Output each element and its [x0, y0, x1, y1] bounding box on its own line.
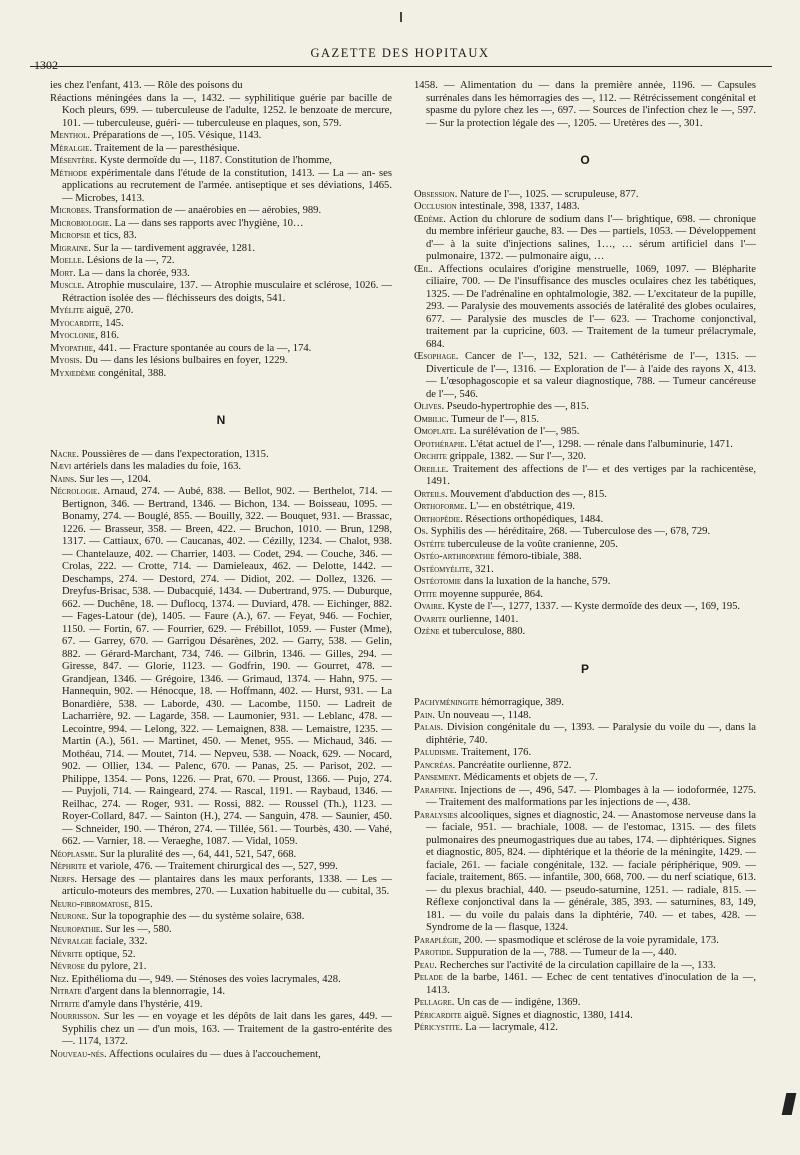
index-entry [414, 214, 756, 264]
section-letter-o: O [580, 153, 590, 167]
index-entry [50, 874, 392, 899]
entry-text: Division congénitale du —, 1393. — Paralysie du voile du —, dans la diphtérie, 740. [426, 722, 757, 746]
entry-heading: Névrose [50, 961, 85, 972]
entry-heading: Pansement. [414, 772, 461, 783]
entry-heading: Occlusion [414, 201, 457, 212]
index-entry [414, 760, 756, 773]
entry-heading: Nourrisson. [50, 1011, 100, 1022]
index-entry [414, 464, 756, 489]
index-entry [50, 949, 392, 962]
index-entry [50, 1049, 392, 1062]
index-entry [414, 576, 756, 589]
entry-text: L'— en obstétrique, 419. [469, 501, 575, 512]
index-entry [50, 355, 392, 368]
entry-heading: Ombilic. [414, 413, 449, 425]
entry-heading: Œsophage. [414, 351, 459, 362]
entry-heading: Myélite [50, 305, 84, 316]
index-entry [50, 255, 392, 268]
entry-text: Arnaud, 274. — Aubé, 838. — Bellot, 902. — Berthelot, 714. — Bertignon, 346. — Bertrand, 1346. — Bichon, 134. — Boisseau, 1095. — Bonamy, 274. — Bouglé, 855. — Bouilly, 322. — Bouquet, 931. — Brassac, 1226. — Brasseur, 358. — Breen, 422. — Bruchon, 1010. — Brun, 1298, 1317. — Cattiaux, 670. — Caucanas, 402. — Cézilly, 1234. — Chalot, 938. — Chantelauze, 402. — Charrier, 1403. — Codet, 294. — Couche, 346. — Crolas, 222. — Crotte, 714. — Damieleaux, 462. — Delotte, 1442. — Deschamps, 274. — Destord, 274. — Didiot, 202. — Dollez, 1326. — Dreyfus-Brisac, 538. — Dubacquié, 1434. — Dubertrand, 975. — Duburque, 662. — Duchêne, 18. — Duflocq, 1374. — Duviard, 478. — Eichinger, 882. — Fages-Latour (de), 1405. — Faure (A.), 67. — Feyat, 946. — Fochier, 1150. — Fortin, 67. — Fourrier, 629. — Frébillot, 1059. — Fuster (Mme), 67. — Garrey, 670. — Garrigou Désarènes, 202. — Garry, 538. — Gelin, 882. — Gérard-Marchant, 734, 746. — Gilbrin, 1346. — Gilles, 294. — Giresse, 847. — Glorie, 1123. — Godfrin, 190. — Gourret, 478. — Grandjean, 1346. — Grégoire, 1346. — Grimaud, 1374. — Hahn, 975. — Hannequin, 902. — Hénocque, 18. — Hoffmann, 402. — Hurst, 931. — La Bonardière, 538. — Laborde, 430. — Lacombe, 1150. — Ladreit de Lacharrière, 92. — Lagarde, 358. — Laumonier, 931. — Leblanc, 478. — Lecointre, 994. — Lelong, 322. — Lemaignen, 838. — Lemaistre, 1235. — Martin (A.), 561. — Martinet, 450. — Menet, 955. — Michaud, 346. — Mothéau, 714. — Moutet, 714. — Nepveu, 538. — Noack, 629. — Nocard, 902. — Ollier, 134. — Palenc, 670. — Panas, 25. — Parisot, 202. — Philippe, 1354. — Pons, 1226. — Prat, 670. — Proust, 1366. — Pujo, 274. — Puyjoli, 714. — Raingeard, 274. — Rascal, 1191. — Raybaud, 1346. — Reilhac, 274. — Roger, 931. — Rossi, 882. — Roussel (Th.), 1123. — Royer-Collard, 847. — Sainton (H.), 274. — Sanguin, 478. — Saunier, 450. — Schneider, 190. — Théron, 274. — Tillée, 561. — Tourbès, 430. — Vahé, 662. — Varnier, 18. — Veraeghe, 1087. — Vidal, 1059. [62, 486, 392, 847]
entry-text: Atrophie musculaire, 137. — Atrophie musculaire et sclérose, 1026. — Rétraction isolée des — fléchisseurs des doigts, 541. [62, 280, 392, 304]
index-entry [50, 305, 392, 318]
entry-heading: Névralgie [50, 936, 93, 947]
entry-text: Un cas de — indigène, 1369. [457, 997, 581, 1008]
entry-text: artériels dans les maladies du foie, 163. [73, 461, 242, 472]
index-entry [414, 551, 756, 564]
p-entries [414, 697, 756, 1035]
entry-text: Affections oculaires d'origine menstruelle, 1069, 1097. — Blépharite ciliaire, 700. — De l'insuffisance des muscles oculaires chez les tabétiques, 1325. — De l'adrénaline en ophtalmologie, 382. — L'excitateur de la pupille, 293. — Paralysie des mouvements associés de latéralité des globes oculaires, 677. — Paralysie des muscles de l'— 623. — Trachome conjonctival, traitement par la cupricine, 603. — Traitement de la tumeur prélacrymale, 684. [426, 263, 756, 350]
index-entry [50, 80, 392, 93]
entry-text: intestinale, 398, 1337, 1483. [459, 201, 580, 212]
index-entry [414, 722, 756, 747]
index-entry [414, 426, 756, 439]
entry-text: Nature de l'—, 1025. — scrupuleuse, 877. [460, 188, 639, 200]
index-entry [50, 999, 392, 1012]
entry-heading: Myoclonie, [50, 330, 98, 341]
index-entry [50, 486, 392, 849]
entry-text: Sur les —, 580. [105, 923, 172, 935]
section-letter-p: P [580, 661, 589, 676]
entry-heading: Paraplégie, [414, 934, 462, 946]
entry-heading: Orthoforme. [414, 501, 468, 512]
index-entry [414, 501, 756, 514]
entry-heading: Ovarite [414, 613, 447, 625]
entry-text: 815. [134, 898, 153, 910]
index-entry [414, 189, 756, 202]
entry-heading: Paludisme. [414, 747, 459, 758]
entry-text: La — lacrymale, 412. [465, 1022, 558, 1033]
entry-text: 816. [100, 330, 120, 341]
index-entry [50, 936, 392, 949]
entry-text: Traitement, 176. [461, 747, 532, 758]
index-entry [50, 368, 392, 381]
entry-heading: Os. [414, 526, 429, 537]
entry-text: Sur la topographie des — du système solaire, 638. [91, 911, 305, 922]
index-entry [50, 449, 392, 462]
index-entry [414, 697, 756, 710]
index-entry [414, 1022, 756, 1035]
entry-text: du pylore, 21. [87, 961, 147, 972]
entry-heading: Muscle. [50, 280, 85, 291]
index-entry [414, 747, 756, 760]
n-entries [50, 449, 392, 1062]
entry-heading: Peau. [414, 959, 437, 971]
entry-heading: Micropsie [50, 230, 91, 241]
entry-heading: Névrite [50, 948, 83, 960]
entry-heading: Orteils. [414, 488, 448, 500]
entry-heading: Ostéomyélite, [414, 563, 473, 575]
index-entry [414, 601, 756, 614]
entry-text: aiguë. Signes et diagnostic, 1380, 1414. [464, 1009, 633, 1021]
entry-text: expérimentale dans l'étude de la constitution, 1413. — La — an- ses applications au recrutement de l'armée. antiseptique et ses déviations, 1465. — Microbes, 1413. [62, 167, 392, 204]
entry-heading: Orchite [414, 451, 447, 462]
entry-heading: Œil. [414, 263, 433, 275]
entry-heading: Méthode [50, 167, 88, 179]
entry-heading: Paralysies [414, 809, 458, 821]
entry-text: fémoro-tibiale, 388. [497, 551, 582, 562]
index-entry [414, 201, 756, 214]
entry-text: L'état actuel de l'—, 1298. — rénale dans l'albuminurie, 1471. [469, 438, 733, 450]
entry-text: de la barbe, 1461. — Echec de cent tentatives d'inoculation de la —, 1413. [426, 972, 756, 996]
entry-heading: Pellagre. [414, 997, 455, 1008]
index-entry [414, 526, 756, 539]
entry-heading: Nouveau-nés. [50, 1048, 107, 1060]
index-entry [414, 589, 756, 602]
entry-text: aiguë, 270. [86, 305, 134, 316]
entry-heading: Olives. [414, 401, 445, 412]
entry-heading: Obsession. [414, 188, 458, 200]
entry-heading: Pachyméningite [414, 697, 479, 708]
entry-heading: Nævi [50, 461, 72, 472]
entry-heading: Paraffine. [414, 784, 457, 796]
index-entry [50, 93, 392, 131]
index-entry [50, 268, 392, 281]
index-entry [50, 130, 392, 143]
entry-text: 1458. — Alimentation du — dans la première année, 1196. — Capsules surrénales dans les hémorragies des —, 112. — Rétrécissement congénital et spasme du pylore chez les —, 697. — Sources de l'infection chez le —, 597. — Sur la protection légale des —, 1205. — Uretères des —, 301. [414, 80, 756, 129]
entry-text: Traitement des affections de l'— et des vertiges par la rachicentèse, 1491. [426, 463, 756, 487]
entry-text: Sur la pluralité des —, 64, 441, 521, 547, 668. [99, 848, 297, 860]
entry-text: Tumeur de l'—, 815. [451, 413, 540, 425]
entry-heading: Nacre. [50, 448, 79, 460]
entry-text: Préparations de —, 105. Vésique, 1143. [92, 130, 262, 141]
entry-heading: Myxœdème [50, 367, 96, 379]
index-entry [50, 899, 392, 912]
index-entry [414, 935, 756, 948]
entry-text: faciale, 332. [95, 936, 148, 947]
page-number: 1302 [34, 58, 58, 72]
entry-heading: Nerfs. [50, 873, 78, 885]
entry-text: Lésions de la —, 72. [86, 255, 175, 266]
m-entries [50, 80, 392, 380]
o-entries [414, 189, 756, 639]
entry-text: Résections orthopédiques, 1484. [465, 513, 604, 525]
index-entry [414, 785, 756, 810]
entry-text: Recherches sur l'activité de la circulation capillaire de la —, 133. [439, 959, 716, 971]
running-title: GAZETTE DES HOPITAUX [310, 46, 490, 60]
index-entry [50, 1011, 392, 1049]
index-entry [50, 986, 392, 999]
entry-text: tuberculeuse de la voûte cranienne, 205. [447, 538, 618, 550]
entry-heading: Opothérapie. [414, 438, 468, 450]
entry-text: Un nouveau —, 1148. [437, 709, 532, 721]
index-entry [50, 318, 392, 331]
index-entry [414, 401, 756, 414]
entry-text: Kyste dermoïde du —, 1187. Constitution de l'homme, [99, 155, 332, 166]
entry-text: ies chez l'enfant, 413. — Rôle des poisons du [50, 80, 243, 91]
entry-heading: Neuro-fibromatose, [50, 898, 132, 910]
entry-heading: Néphrite [50, 861, 87, 872]
entry-heading: Myopathie, [50, 342, 96, 354]
index-entry [50, 974, 392, 987]
index-entry [50, 911, 392, 924]
index-entry [50, 205, 392, 218]
entry-heading: Ozène [414, 626, 440, 637]
index-entry [50, 961, 392, 974]
index-entry [50, 861, 392, 874]
index-entry [414, 564, 756, 577]
entry-heading: Pain. [414, 709, 435, 721]
entry-heading: Ovaire. [414, 601, 445, 612]
right-column [414, 80, 756, 1035]
entry-heading: Nez. [50, 973, 69, 985]
entry-heading: Nains. [50, 473, 77, 485]
entry-heading: Péricardite [414, 1009, 462, 1021]
entry-text: d'amyle dans l'hystérie, 419. [82, 998, 203, 1010]
entry-heading: Mésentère. [50, 155, 98, 166]
entry-text: grippale, 1382. — Sur l'—, 320. [449, 451, 586, 462]
index-entry [414, 439, 756, 452]
section-letter-n: N [216, 413, 226, 427]
entry-text: Syphilis des — héréditaire, 268. — Tuberculose des —, 678, 729. [430, 526, 711, 537]
index-entry [50, 924, 392, 937]
entry-text: Action du chlorure de sodium dans l'— brightique, 698. — chronique du membre inférieur gauche, 83. — Des — partiels, 1053. — Développement d'— à la suite d'injections salines, 1…, … sérum artificiel dans l'— pulmonaire, 1372. — pulmonaire aigu, … [426, 213, 756, 262]
entry-heading: Ostéo-arthropathie [414, 551, 495, 562]
index-entry [414, 810, 756, 935]
index-entry [414, 947, 756, 960]
index-entry [414, 1010, 756, 1023]
page-tick-mark [400, 12, 402, 22]
entry-heading: Migraine. [50, 242, 91, 254]
entry-text: 321. [475, 563, 494, 575]
entry-heading: Oreille. [414, 463, 449, 475]
entry-heading: Neuropathie. [50, 923, 103, 935]
index-entry [414, 489, 756, 502]
entry-text: Mouvement d'abduction des —, 815. [450, 488, 607, 500]
entry-heading: Parotide. [414, 947, 454, 958]
index-entry [50, 218, 392, 231]
entry-heading: Otite [414, 588, 437, 600]
index-entry [414, 614, 756, 627]
entry-heading: Palais. [414, 722, 444, 733]
index-entry [50, 474, 392, 487]
index-entry [50, 849, 392, 862]
entry-text: La — dans ses rapports avec l'hygiène, 10… [114, 217, 304, 229]
entry-text: Injections de —, 496, 547. — Plombages à la — iodoformée, 1275. — Traitement des malformations par les injections de —, 438. [426, 784, 756, 808]
entry-text: Pancréatite ourlienne, 872. [457, 759, 572, 771]
index-entry [50, 243, 392, 256]
entry-text: Epithélioma du —, 949. — Sténoses des voies lacrymales, 428. [71, 973, 341, 985]
index-entry [50, 168, 392, 206]
entry-text: Pseudo-hypertrophie des —, 815. [446, 401, 589, 412]
index-entry [414, 997, 756, 1010]
index-entry [414, 264, 756, 352]
entry-heading: Nitrite [50, 998, 80, 1010]
entry-text: 441. — Fracture spontanée au cours de la —, 174. [98, 342, 312, 354]
entry-text: La surélévation de l'—, 985. [459, 426, 580, 437]
entry-heading: Pancréas. [414, 759, 456, 771]
index-entry [414, 772, 756, 785]
entry-heading: Microbes. [50, 205, 92, 216]
index-entry [50, 461, 392, 474]
entry-text: 200. — spasmodique et sclérose de la voie pyramidale, 173. [464, 934, 719, 946]
nouveau-nes-continuation [414, 80, 756, 130]
entry-text: et variole, 476. — Traitement chirurgical des —, 527, 999. [89, 861, 338, 872]
entry-heading: Orthopédie. [414, 513, 463, 525]
entry-heading: Nitrate [50, 986, 82, 997]
index-entry [414, 710, 756, 723]
entry-text: Transformation de — anaérobies en — aérobies, 989. [94, 205, 322, 216]
ink-mark [782, 1093, 797, 1115]
entry-text: Sur les —, 1204. [79, 473, 151, 485]
entry-text: dans la luxation de la hanche, 579. [463, 576, 611, 587]
entry-text: ourlienne, 1401. [449, 613, 519, 625]
left-column [50, 80, 392, 1061]
entry-text: optique, 52. [85, 948, 136, 960]
entry-heading: Pelade [414, 972, 443, 983]
entry-heading: Méralgie. [50, 142, 93, 154]
entry-text: et tuberculose, 880. [442, 626, 526, 637]
entry-text: Sur la — tardivement aggravée, 1281. [93, 242, 256, 254]
index-entry [50, 280, 392, 305]
index-entry [50, 343, 392, 356]
entry-text: Du — dans les lésions bulbaires en foyer, 1229. [84, 355, 288, 366]
index-entry [414, 414, 756, 427]
entry-heading: Myocardite, [50, 317, 103, 329]
index-entry [414, 539, 756, 552]
entry-text: Poussières de — dans l'expectoration, 1315. [81, 448, 269, 460]
index-entry [414, 626, 756, 639]
entry-text: La — dans la chorée, 933. [78, 267, 190, 279]
entry-heading: Neurone. [50, 911, 89, 922]
entry-heading: Mort. [50, 267, 76, 279]
entry-text: alcooliques, signes et diagnostic, 24. — Anastomose nerveuse dans la — faciale, 951. — brachiale, 1008. — de l'estomac, 1315. — des filets pulmonaires des pneumogastriques due au tabes, 174. — diphtériques. Signes et diagnostic, 805, 824. — diphtérique et la théorie de la méningite, 1429. — faciale, 261. — faciale congénitale, 132. — faciale périphérique, 909. — faciale, traitement, 865. — infantile, 300, 668, 700. — du nerf sciatique, 613. — du plexus brachial, 440. — pseudo-saturnine, 1251. — radiale, 815. — Réflexe conjonctival dans la — générale, 385, 393. — saturnines, 83, 149, 181. — du voile du palais dans la diphtérie, 740. — et tabes, 428. — Syndrome de la — flasque, 1324. [426, 809, 757, 933]
index-entry [414, 960, 756, 973]
header-rule [30, 66, 772, 67]
entry-heading: Œdème. [414, 213, 446, 225]
index-entry [50, 330, 392, 343]
entry-text: moyenne suppurée, 864. [439, 588, 544, 600]
index-entry [50, 230, 392, 243]
index-entry [414, 351, 756, 401]
entry-text: Kyste de l'—, 1277, 1337. — Kyste dermoïde des deux —, 169, 195. [447, 601, 741, 612]
entry-text: Affections oculaires du — dues à l'accouchement, [108, 1048, 321, 1060]
entry-text: Suppuration de la —, 788. — Tumeur de la —, 440. [455, 947, 677, 958]
entry-text: congénital, 388. [98, 367, 167, 379]
index-entry [414, 80, 756, 130]
entry-text: 145. [105, 317, 124, 329]
entry-text: et tics, 83. [93, 230, 137, 241]
entry-text: hémorragique, 389. [481, 697, 564, 708]
entry-heading: Ostéite [414, 538, 445, 550]
entry-text: Traitement de la — paresthésique. [94, 142, 240, 154]
entry-text: Hersage des — plantaires dans les maux perforants, 1338. — Les — articulo-moteurs des membres, 270. — Luxation habituelle du — cubital, 35. [62, 873, 392, 897]
entry-text: d'argent dans la blennorragie, 14. [84, 986, 225, 997]
entry-heading: Néoplasme. [50, 848, 98, 860]
index-entry [50, 155, 392, 168]
entry-heading: Menthol. [50, 130, 91, 141]
entry-text: Réactions méningées dans la —, 1432. — syphilitique guérie par bacille de Koch pleurs, 699. — tuberculeuse de l'adulte, 1252. le benzoate de mercure, 101. — tuberculeuse, guéri- — tuberculeuse en plaques, son, 579. [50, 92, 392, 129]
index-entry [414, 514, 756, 527]
entry-text: Sur les — en voyage et les dépôts de lait dans les gares, 449. — Syphilis chez un — d'un mois, 163. — Traitement de la gastro-entérite des —. 1174, 1372. [62, 1011, 393, 1047]
entry-heading: Omoplate. [414, 426, 457, 437]
entry-heading: Nécrologie. [50, 486, 100, 497]
index-entry [414, 972, 756, 997]
index-entry [414, 451, 756, 464]
entry-heading: Moelle. [50, 255, 85, 266]
entry-heading: Péricystite. [414, 1022, 463, 1033]
index-entry [50, 143, 392, 156]
entry-heading: Ostéotomie [414, 576, 462, 587]
entry-heading: Microbiologie. [50, 217, 112, 229]
entry-text: Cancer de l'—, 132, 521. — Cathétérisme de l'—, 1315. — Diverticule de l'—, 1316. — Exploration de l'— à l'aide des rayons X, 413. — L'œsophagoscopie et sa valeur diagnostique, 788. — Tumeur cancéreuse de l'—, 546. [426, 351, 756, 400]
entry-text: Médicaments et objets de —, 7. [463, 772, 598, 783]
entry-heading: Myosis. [50, 355, 83, 366]
